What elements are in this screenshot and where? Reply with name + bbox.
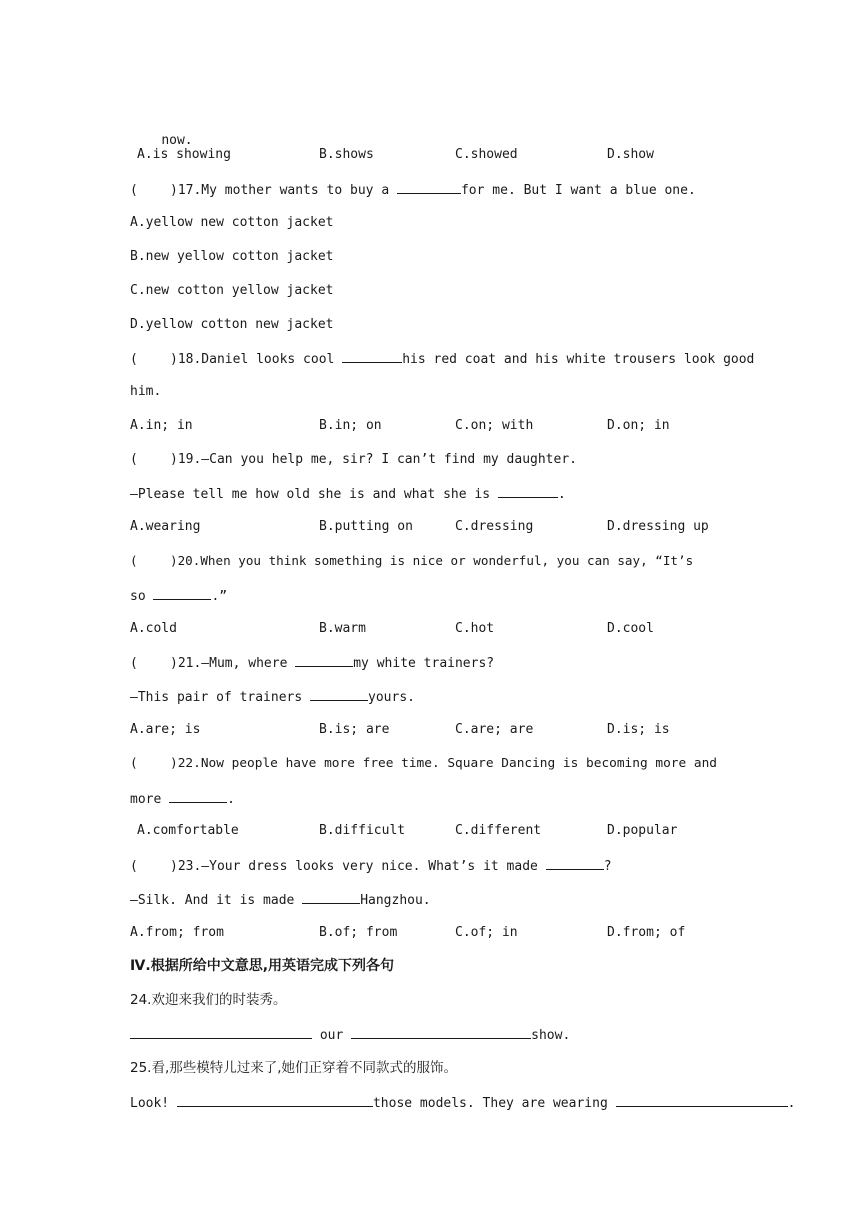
q17-option-d: D.yellow cotton new jacket [130, 317, 334, 332]
q22-tail-end: . [227, 792, 235, 807]
q20-tail-start: so [130, 589, 154, 604]
q21-option-b: B.is; are [319, 722, 390, 737]
answer-blank [295, 652, 353, 667]
q16-option-c: C.showed [455, 147, 518, 162]
q17-stem [130, 179, 740, 199]
q21-text: )21.—Mum, where [170, 656, 296, 671]
q16-option-d: D.show [607, 147, 654, 162]
q22-stem [130, 754, 740, 774]
q22-option-a: A.comfortable [137, 823, 239, 838]
q19-options [130, 517, 740, 537]
q19-text: )19.—Can you help me, sir? I can’t find my daughter. [170, 452, 577, 467]
q25-answer-line [130, 1092, 796, 1112]
q23-options [130, 923, 740, 943]
q24-end-text: show. [531, 1028, 571, 1043]
q18-option-c: C.on; with [455, 418, 534, 433]
q25-start-text: Look! [130, 1096, 177, 1111]
q25-end-text: . [787, 1096, 796, 1111]
q16-options [130, 145, 740, 165]
q21-stem [130, 652, 740, 672]
q20-options [130, 619, 740, 639]
q23-reply-end: Hangzhou. [360, 893, 431, 908]
q22-option-c: C.different [455, 823, 542, 838]
answer-paren-open: ( [130, 183, 138, 198]
answer-blank [351, 1024, 531, 1039]
q20-stem [130, 551, 740, 571]
q21-option-c: C.are; are [455, 722, 534, 737]
q19-option-b: B.putting on [319, 519, 413, 534]
q23-text: )23.—Your dress looks very nice. What’s it made [170, 859, 546, 874]
q18-text-end: his red coat and his white trousers look good [402, 352, 755, 367]
q19-reply [130, 483, 740, 503]
answer-paren-open: ( [130, 452, 138, 467]
q21-options [130, 720, 740, 740]
q24-mid-text: our [312, 1028, 352, 1043]
q18-continuation: him. [130, 384, 162, 399]
q19-option-d: D.dressing up [607, 519, 709, 534]
q24-prompt: 24.欢迎来我们的时装秀。 [130, 992, 287, 1008]
q23-option-d: D.from; of [607, 925, 686, 940]
q21-option-a: A.are; is [130, 722, 201, 737]
answer-blank [153, 585, 211, 600]
answer-blank [498, 483, 558, 498]
q20-text: )20.When you think something is nice or wonderful, you can say, “It’s [170, 553, 694, 568]
q18-option-d: D.on; in [607, 418, 670, 433]
q21-reply-text: —This pair of trainers [130, 690, 311, 705]
q19-option-c: C.dressing [455, 519, 534, 534]
q23-reply [130, 889, 740, 909]
q20-option-d: D.cool [607, 621, 654, 636]
q17-text-end: for me. But I want a blue one. [460, 183, 696, 198]
q23-option-b: B.of; from [319, 925, 398, 940]
q17-option-b: B.new yellow cotton jacket [130, 249, 334, 264]
q19-reply-end: . [557, 487, 566, 502]
q25-mid-text: those models. They are wearing [372, 1096, 616, 1111]
q16-option-a: A.is showing [137, 147, 231, 162]
q22-option-b: B.difficult [319, 823, 406, 838]
q17-option-a: A.yellow new cotton jacket [130, 215, 334, 230]
q23-text-end: ? [603, 859, 612, 874]
answer-blank [397, 179, 461, 194]
q25-prompt: 25.看,那些模特儿过来了,她们正穿着不同款式的服饰。 [130, 1060, 458, 1076]
q22-option-d: D.popular [607, 823, 678, 838]
q18-stem [130, 348, 755, 368]
q23-stem [130, 855, 740, 875]
q17-text: )17.My mother wants to buy a [170, 183, 397, 198]
q16-option-b: B.shows [319, 147, 374, 162]
q22-options [130, 821, 740, 841]
q18-option-a: A.in; in [130, 418, 193, 433]
answer-blank [302, 889, 360, 904]
q24-answer-line [130, 1024, 740, 1044]
q23-option-c: C.of; in [455, 925, 518, 940]
q22-text: )22.Now people have more free time. Square Dancing is becoming more and [170, 756, 718, 771]
q21-text-end: my white trainers? [353, 656, 495, 671]
answer-blank [546, 855, 604, 870]
answer-blank [177, 1092, 373, 1107]
q20-option-c: C.hot [455, 621, 495, 636]
answer-blank [169, 788, 227, 803]
answer-paren-open: ( [130, 756, 138, 771]
section-heading: Ⅳ.根据所给中文意思,用英语完成下列各句 [130, 958, 395, 974]
q16-continuation [130, 111, 740, 148]
answer-blank [310, 686, 368, 701]
answer-paren-open: ( [130, 553, 138, 568]
answer-paren-open: ( [130, 859, 138, 874]
q20-tail-end: .” [211, 589, 228, 604]
q18-text: )18.Daniel looks cool [170, 352, 343, 367]
answer-blank [342, 348, 402, 363]
q22-continuation [130, 788, 740, 808]
q18-options [130, 416, 740, 436]
q17-option-c: C.new cotton yellow jacket [130, 283, 334, 298]
q20-option-b: B.warm [319, 621, 366, 636]
q20-option-a: A.cold [130, 621, 177, 636]
q22-tail-start: more [130, 792, 170, 807]
q21-reply [130, 686, 740, 706]
q20-continuation [130, 585, 740, 605]
answer-blank [616, 1092, 788, 1107]
q19-reply-text: —Please tell me how old she is and what she is [130, 487, 498, 502]
q21-option-d: D.is; is [607, 722, 670, 737]
q18-option-b: B.in; on [319, 418, 382, 433]
q23-option-a: A.from; from [130, 925, 224, 940]
q19-stem [130, 450, 740, 470]
q16-tail-text: now. [161, 133, 193, 148]
q21-reply-end: yours. [368, 690, 415, 705]
answer-paren-open: ( [130, 656, 138, 671]
q19-option-a: A.wearing [130, 519, 201, 534]
answer-blank [130, 1024, 312, 1039]
answer-paren-open: ( [130, 352, 138, 367]
q23-reply-text: —Silk. And it is made [130, 893, 303, 908]
